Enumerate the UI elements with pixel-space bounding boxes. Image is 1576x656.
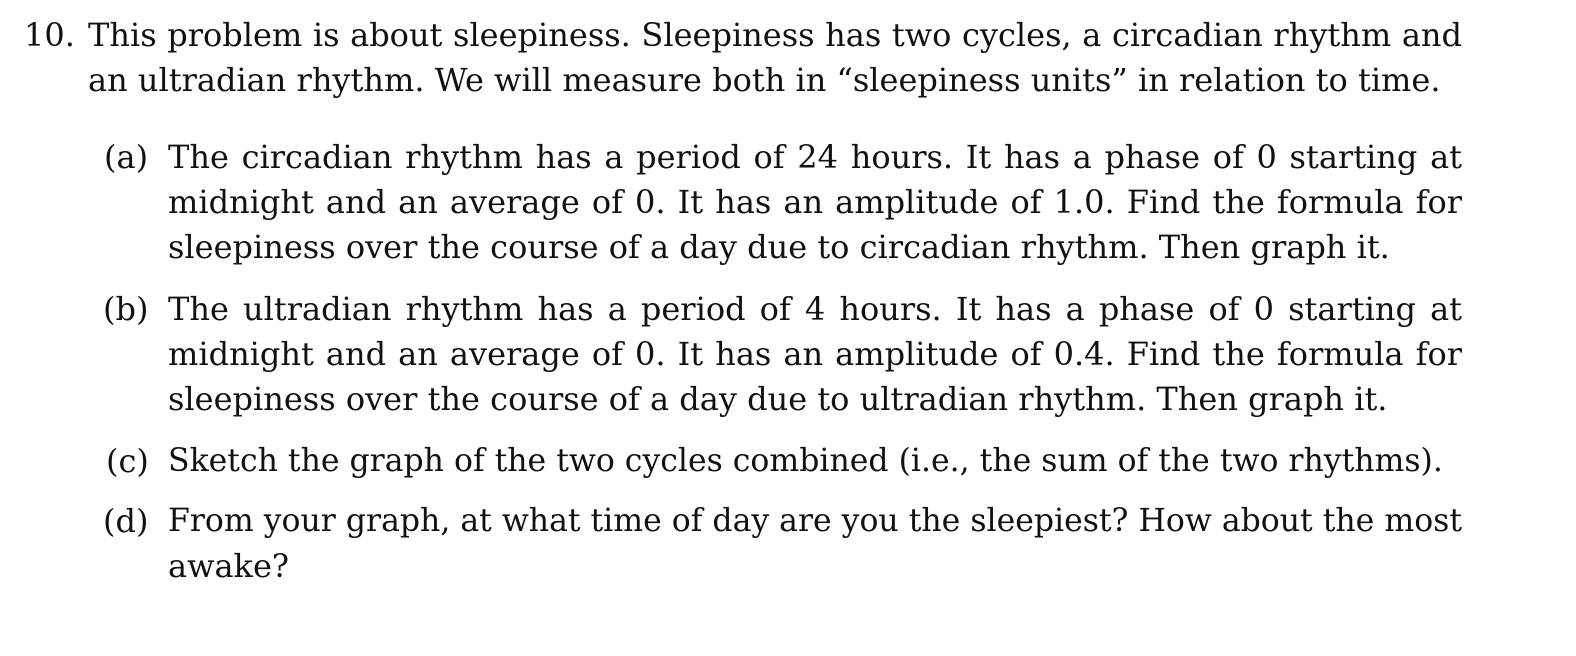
part-d-line-1: From your graph, at what time of day are you the sleepiest? How about the most bbox=[168, 503, 1462, 539]
intro-line-2: an ultradian rhythm. We will measure both in “sleepiness units” in relation to time. bbox=[88, 61, 1441, 99]
problem-number: 10. bbox=[24, 16, 75, 54]
part-b-line-3: sleepiness over the course of a day due to ultradian rhythm. Then graph it. bbox=[168, 380, 1388, 418]
part-a-line-3: sleepiness over the course of a day due to circadian rhythm. Then graph it. bbox=[168, 228, 1390, 266]
part-c-line-1: Sketch the graph of the two cycles combined (i.e., the sum of the two rhythms). bbox=[168, 443, 1443, 479]
part-d-label: (d) bbox=[103, 502, 149, 540]
part-a-line-1: The circadian rhythm has a period of 24 hours. It has a phase of 0 starting at bbox=[168, 138, 1462, 176]
part-a-line-2: midnight and an average of 0. It has an amplitude of 1.0. Find the formula for bbox=[168, 183, 1462, 221]
part-a-label: (a) bbox=[104, 138, 149, 176]
part-b-label: (b) bbox=[103, 290, 149, 328]
part-d-line-2: awake? bbox=[168, 547, 290, 585]
part-c-label: (c) bbox=[106, 442, 149, 480]
part-b-line-1: The ultradian rhythm has a period of 4 hours. It has a phase of 0 starting at bbox=[168, 290, 1462, 328]
part-b-line-2: midnight and an average of 0. It has an amplitude of 0.4. Find the formula for bbox=[168, 335, 1462, 373]
intro-line-1: This problem is about sleepiness. Sleepiness has two cycles, a circadian rhythm and bbox=[88, 16, 1462, 54]
